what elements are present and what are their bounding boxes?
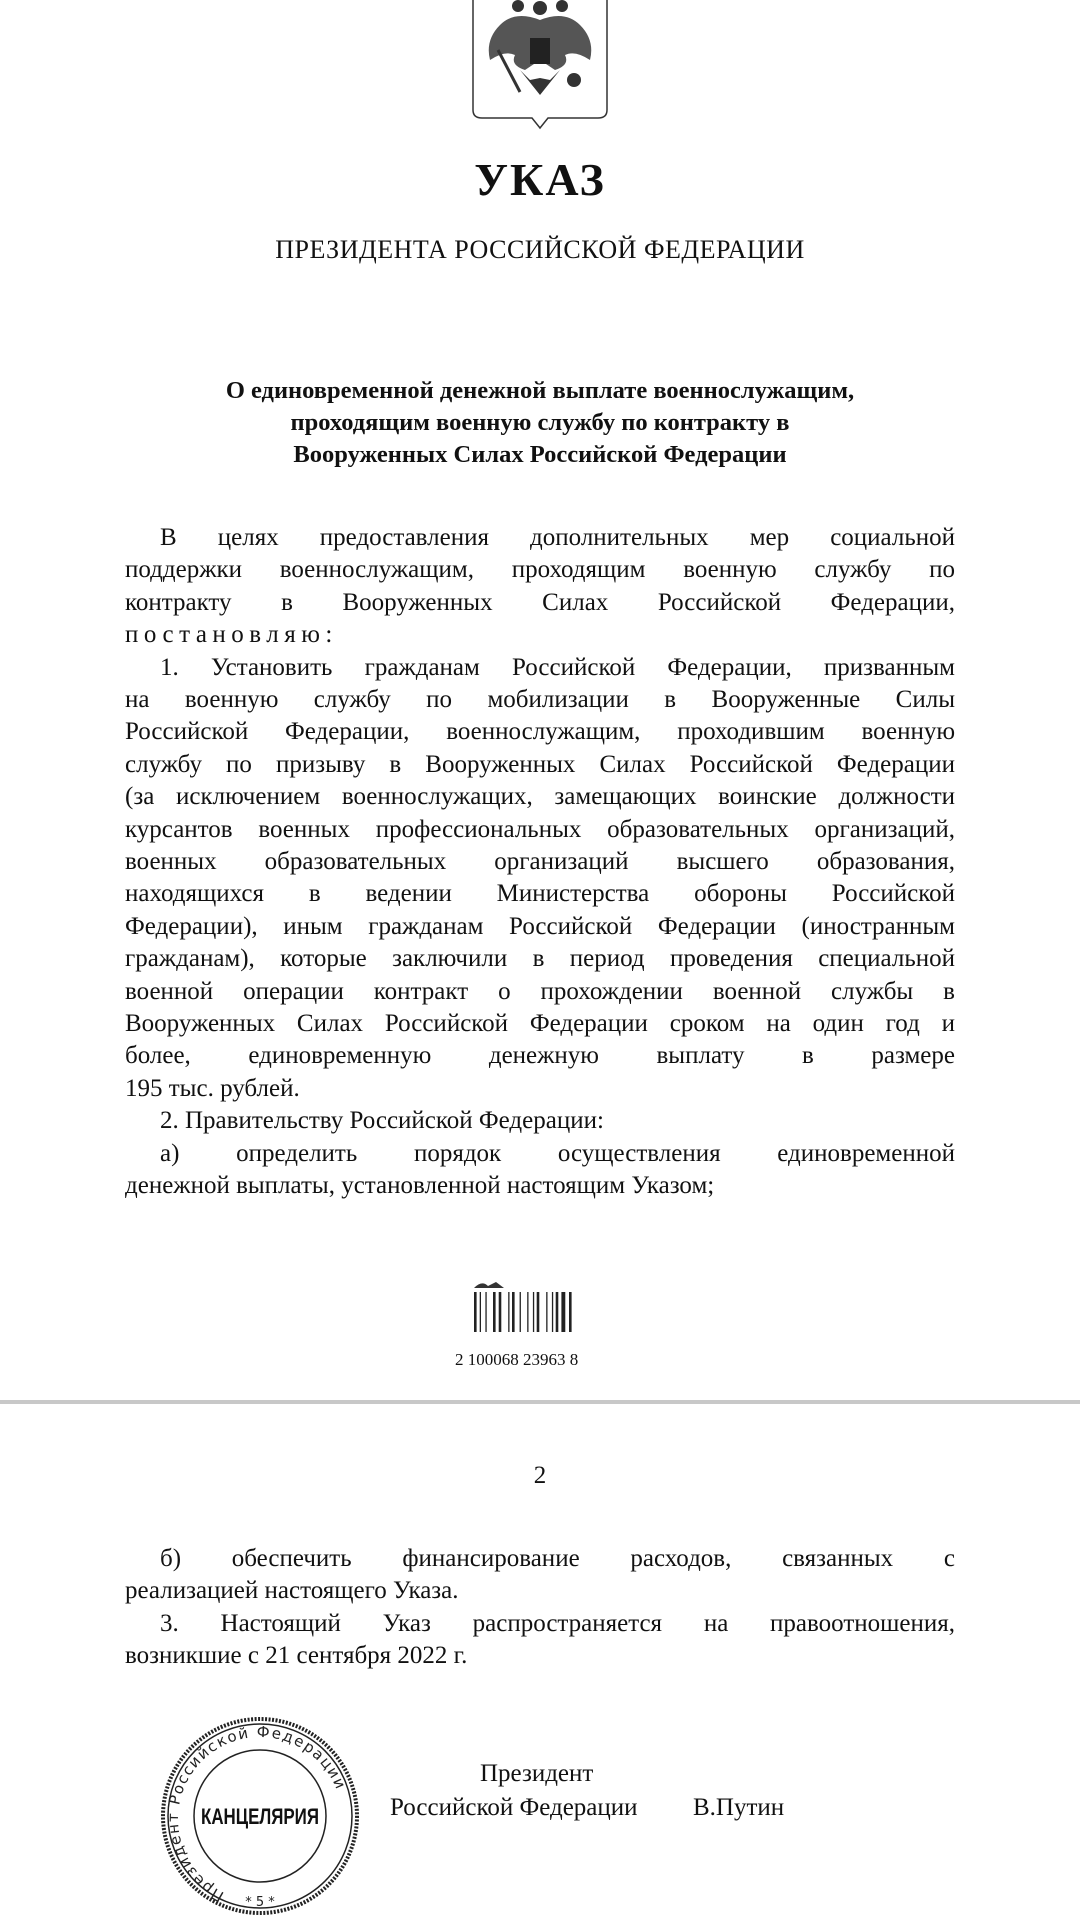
barcode-bar [485,1292,486,1332]
text-line: на военную службу по мобилизации в Вооруженные Силы [125,686,955,713]
stamp-number: * 5 * [245,1895,275,1910]
text-line: находящихся в ведении Министерства обороны Российской [125,880,955,908]
text-line: службу по призыву в Вооруженных Силах Российской Федерации [125,750,955,778]
text-line: Вооруженных Силах Российской Федерации сроком на один год и [125,1010,955,1037]
barcode-bar [474,1292,477,1332]
barcode [462,1268,602,1348]
stamp-ring-text: Президент Российской Федерации [163,1722,351,1906]
text-line: постановляю: [125,621,338,649]
barcode-bar [480,1292,481,1332]
stamp-center-text: КАНЦЕЛЯРИЯ [201,1804,319,1829]
barcode-bar [552,1292,553,1332]
text-line: В целях предоставления дополнительных мер социальной [160,524,955,551]
subject-line: Вооруженных Силах Российской Федерации [293,441,787,468]
text-line: военных образовательных организаций высшего образования, [125,848,955,875]
page-divider [0,1400,1080,1404]
text-line: (за исключением военнослужащих, замещающих воинские должности [125,783,955,811]
text-line: реализацией настоящего Указа. [125,1577,459,1605]
subject-line: О единовременной денежной выплате военнослужащим, [225,377,855,404]
coat-of-arms-emblem [470,0,610,132]
text-line: Российской Федерации, военнослужащим, проходившим военную [125,718,955,746]
text-line: курсантов военных профессиональных образовательных организаций, [125,815,955,843]
barcode-bar [537,1292,540,1332]
barcode-bar [561,1292,565,1332]
barcode-bar [508,1292,509,1332]
barcode-bar [527,1292,528,1332]
subject-line: проходящим военную службу по контракту в [290,409,790,436]
barcode-bar [546,1292,547,1332]
text-line: б) обеспечить финансирование расходов, связанных с [160,1545,955,1572]
barcode-bar [512,1292,515,1332]
page-number: 2 [533,1462,547,1489]
text-line: поддержки военнослужащим, проходящим военную службу по [125,556,955,584]
barcode-bar [499,1292,502,1332]
text-line: контракту в Вооруженных Силах Российской Федерации, [125,588,955,616]
text-line: гражданам), которые заключили в период проведения специальной [125,945,955,973]
text-line: 1. Установить гражданам Российской Федерации, призванным [160,653,955,681]
text-line: Федерации), иным гражданам Российской Федерации (иностранным [125,912,955,940]
document-title: УКАЗ [474,154,606,205]
signature-name: В.Путин [693,1794,785,1821]
barcode-bar [556,1292,559,1332]
text-line: а) определить порядок осуществления единовременной [160,1139,955,1167]
document-subtitle: ПРЕЗИДЕНТА РОССИЙСКОЙ ФЕДЕРАЦИИ [275,235,805,264]
barcode-bar [520,1292,521,1332]
text-line: 195 тыс. рублей. [125,1074,300,1102]
text-line: возникшие с 21 сентября 2022 г. [125,1642,468,1670]
barcode-bar [533,1292,534,1332]
text-line: военной операции контракт о прохождении военной службы в [125,977,955,1005]
text-line: 3. Настоящий Указ распространяется на правоотношения, [160,1609,955,1637]
text-line: денежной выплаты, установленной настоящим Указом; [125,1172,715,1199]
barcode-bar [569,1292,572,1332]
barcode-logo [474,1282,504,1288]
signature-title: Президент [480,1760,594,1787]
barcode-bar [493,1292,496,1332]
official-stamp [160,1716,360,1920]
text-line: 2. Правительству Российской Федерации: [160,1107,604,1135]
signature-organization: Российской Федерации [390,1794,638,1821]
barcode-number: 2 100068 23963 8 [455,1350,579,1369]
text-line: более, единовременную денежную выплату в размере [125,1042,955,1070]
